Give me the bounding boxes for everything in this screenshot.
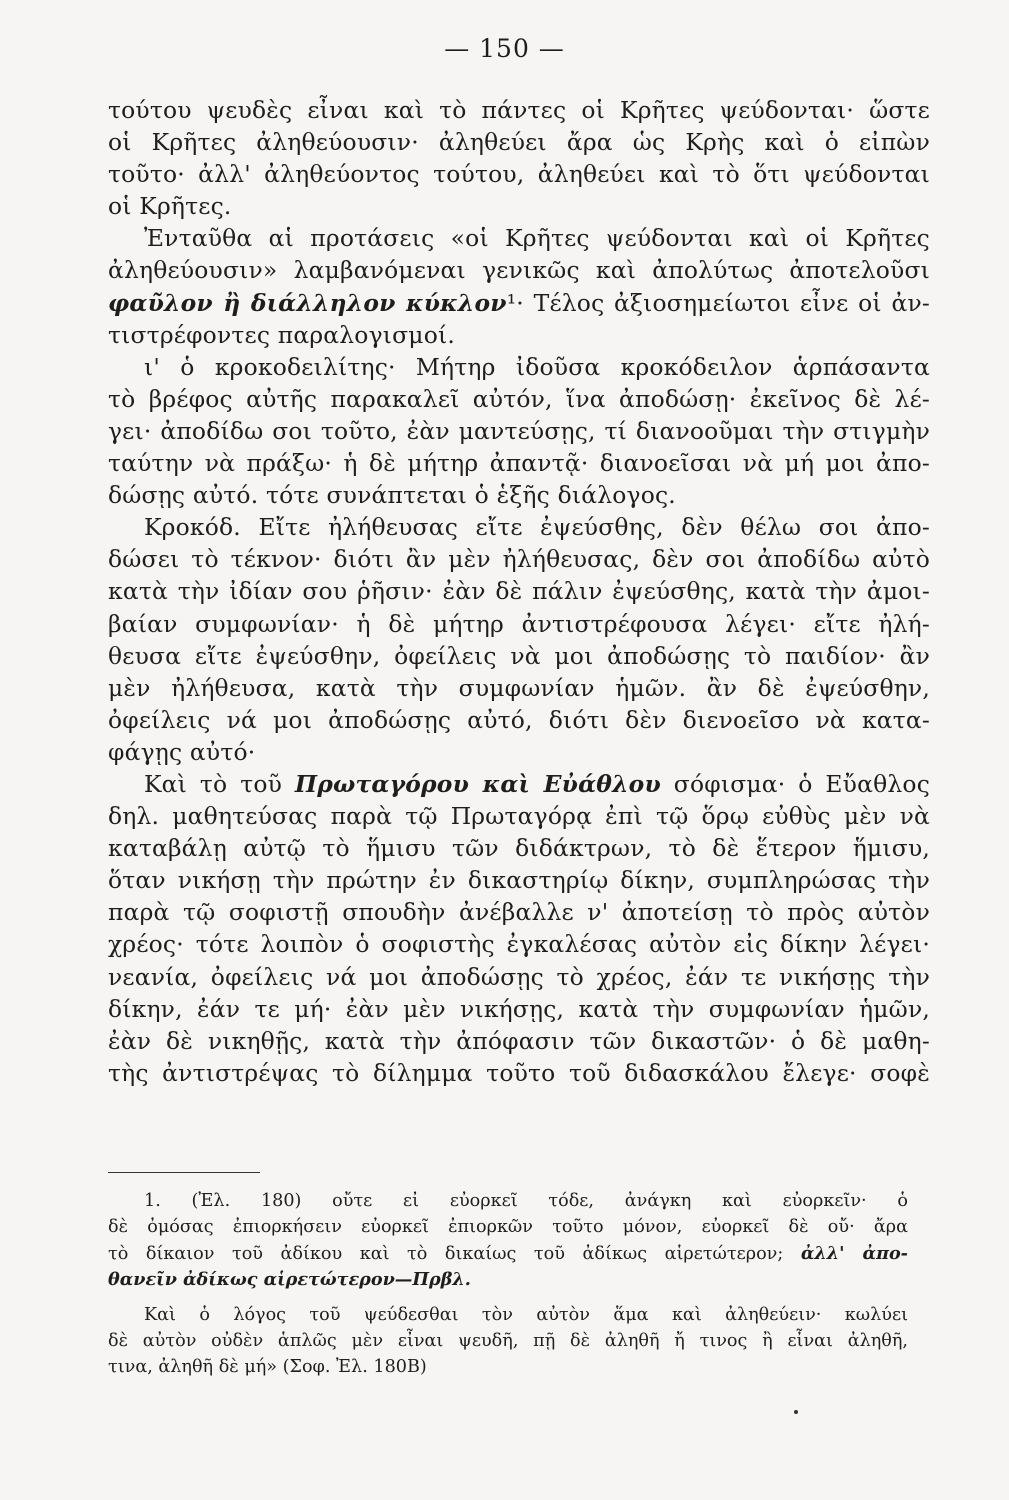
text-line xyxy=(108,928,930,960)
text-line xyxy=(108,415,930,447)
text-line xyxy=(108,640,930,672)
text-run: τιστρέφοντες παραλογισμοί. xyxy=(108,320,455,349)
text-run: Καὶ τὸ τοῦ xyxy=(144,769,295,798)
text-line xyxy=(108,768,930,800)
ink-speck xyxy=(794,1410,798,1414)
text-run: ι' ὁ κροκοδειλίτης· Μήτηρ ἰδοῦσα κροκόδειλον ἁρπάσαντα xyxy=(144,352,930,381)
text-run: δὲ αὐτὸν οὐδὲν ἁπλῶς μὲν εἶναι ψευδῆ, πῇ δὲ ἀληθῆ ἤ τινος ἢ εἶναι ἀληθῆ, xyxy=(108,1330,908,1351)
text-run: ἀληθεύουσιν» λαμβανόμεναι γενικῶς καὶ ἀπολύτως ἀποτελοῦσι xyxy=(108,256,930,285)
footnote-line xyxy=(108,1267,908,1293)
text-run: σόφισμα· ὁ Εὔαθλος xyxy=(660,769,930,798)
text-run: τὸ βρέφος αὐτῆς παρακαλεῖ αὐτόν, ἵνα ἀποδώσῃ· ἐκεῖνος δὲ λέ- xyxy=(108,384,930,413)
text-run: κατὰ τὴν ἰδίαν σου ῥῆσιν· ἐὰν δὲ πάλιν ἐψεύσθης, κατὰ τὴν ἀμοι- xyxy=(108,577,930,606)
text-run: ὅταν νικήσῃ τὴν πρώτην ἐν δικαστηρίῳ δίκην, συμπληρώσας τὴν xyxy=(108,866,930,895)
text-run: ταύτην νὰ πράξω· ἡ δὲ μήτηρ ἀπαντᾷ· διανοεῖσαι νὰ μή μοι ἀπο- xyxy=(108,449,930,478)
text-run: τινα, ἀληθῆ δὲ μή» (Σοφ. Ἐλ. 180Β) xyxy=(108,1357,427,1378)
text-line xyxy=(108,704,930,736)
emphasis-text: θανεῖν ἀδίκως αἱρετώτερον—Πρβλ. xyxy=(108,1269,471,1291)
text-run: Καὶ ὁ λόγος τοῦ ψεύδεσθαι τὸν αὐτὸν ἅμα καὶ ἀληθεύειν· κωλύει xyxy=(144,1304,908,1325)
text-run: τὸ δίκαιον τοῦ ἀδίκου καὶ τὸ δικαίως τοῦ ἀδίκως αἱρετώτερον; xyxy=(108,1243,801,1264)
text-run: μὲν ἠλήθευσα, κατὰ τὴν συμφωνίαν ἡμῶν. ἂν δὲ ἐψεύσθην, xyxy=(108,673,930,702)
text-line xyxy=(108,222,930,254)
text-run: ¹· Τέλος ἀξιοσημείωτοι εἶνε οἱ ἀν- xyxy=(506,288,931,317)
text-line xyxy=(108,736,930,768)
text-run: δίκην, ἐάν τε μή· ἐὰν μὲν νικήσῃς, κατὰ τὴν συμφωνίαν ἡμῶν, xyxy=(108,994,930,1023)
footnote-line xyxy=(108,1354,908,1380)
text-run: χρέος· τότε λοιπὸν ὁ σοφιστὴς ἐγκαλέσας αὐτὸν εἰς δίκην λέγει· xyxy=(108,930,930,959)
footnotes xyxy=(108,1188,908,1381)
text-run: τούτου ψευδὲς εἶναι καὶ τὸ πάντες οἱ Κρῆτες ψεύδονται· ὥστε xyxy=(108,96,930,124)
text-line xyxy=(108,672,930,704)
text-run: 1. (Ἐλ. 180) οὔτε εἰ εὐορκεῖ τόδε, ἀνάγκη καὶ εὐορκεῖν· ὁ xyxy=(144,1191,908,1211)
text-line xyxy=(108,511,930,543)
text-line xyxy=(108,1025,930,1057)
footnote-line xyxy=(108,1214,908,1240)
emphasis-text: ἀλλ' ἀπο- xyxy=(800,1242,908,1264)
emphasis-text: Πρωταγόρου καὶ Εὐάθλου xyxy=(294,769,661,798)
footnote-line xyxy=(108,1328,908,1354)
text-line xyxy=(108,351,930,383)
text-run: γει· ἀποδίδω σοι τοῦτο, ἐὰν μαντεύσῃς, τί διανοοῦμαι τὴν στιγμὴν xyxy=(108,416,930,445)
text-line xyxy=(108,608,930,640)
text-line xyxy=(108,319,930,351)
page-number: — 150 — xyxy=(444,34,565,63)
text-run: Κροκόδ. Εἴτε ἠλήθευσας εἴτε ἐψεύσθης, δὲν θέλω σοι ἀπο- xyxy=(144,513,930,542)
text-run: ἐὰν δὲ νικηθῇς, κατὰ τὴν ἀπόφασιν τῶν δικαστῶν· ὁ δὲ μαθη- xyxy=(108,1026,930,1055)
text-line xyxy=(108,126,930,158)
text-line xyxy=(108,254,930,286)
text-run: νεανία, ὀφείλεις νά μοι ἀποδώσῃς τὸ χρέος, ἐάν τε νικήσῃς τὴν xyxy=(108,962,930,991)
text-line xyxy=(108,543,930,575)
text-run: καταβάλῃ αὐτῷ τὸ ἥμισυ τῶν διδάκτρων, τὸ δὲ ἕτερον ἥμισυ, xyxy=(108,834,930,863)
text-line xyxy=(108,993,930,1025)
text-line xyxy=(108,832,930,864)
text-run: φάγῃς αὐτό· xyxy=(108,737,256,766)
text-run: βαίαν συμφωνίαν· ἡ δὲ μήτηρ ἀντιστρέφουσα λέγει· εἴτε ἠλή- xyxy=(108,609,930,638)
emphasis-text: φαῦλον ἢ διάλληλον κύκλον xyxy=(108,288,507,317)
text-run: δηλ. μαθητεύσας παρὰ τῷ Πρωταγόρᾳ ἐπὶ τῷ ὅρῳ εὐθὺς μὲν νὰ xyxy=(108,802,930,831)
text-line xyxy=(108,864,930,896)
text-line xyxy=(108,158,930,190)
text-run: δώσει τὸ τέκνον· διότι ἂν μὲν ἠλήθευσας, δὲν σοι ἀποδίδω αὐτὸ xyxy=(108,545,930,574)
text-line xyxy=(108,190,930,222)
main-text xyxy=(108,94,930,1089)
text-run: τοῦτο· ἀλλ' ἀληθεύοντος τούτου, ἀληθεύει καὶ τὸ ὅτι ψεύδονται xyxy=(108,160,930,189)
text-run: θευσα εἴτε ἐψεύσθην, ὀφείλεις νὰ μοι ἀποδώσῃς τὸ παιδίον· ἂν xyxy=(108,641,930,670)
text-line xyxy=(108,896,930,928)
text-run: οἱ Κρῆτες. xyxy=(108,192,232,221)
text-line xyxy=(108,479,930,511)
footnote-line xyxy=(108,1302,908,1328)
text-line xyxy=(108,287,930,319)
text-run: τὴς ἀντιστρέψας τὸ δίλημμα τοῦτο τοῦ διδασκάλου ἔλεγε· σοφὲ xyxy=(108,1058,930,1087)
text-run: ὀφείλεις νά μοι ἀποδώσῃς αὐτό, διότι δὲν διενοεῖσο νὰ κατα- xyxy=(108,705,930,734)
text-line xyxy=(108,575,930,607)
text-run: παρὰ τῷ σοφιστῇ σπουδὴν ἀνέβαλλε ν' ἀποτείσῃ τὸ πρὸς αὐτὸν xyxy=(108,898,930,927)
text-line xyxy=(108,800,930,832)
text-line xyxy=(108,94,930,126)
footnote-line xyxy=(108,1188,908,1214)
paragraph-gap xyxy=(108,1294,908,1302)
text-run: δώσῃς αὐτό. τότε συνάπτεται ὁ ἑξῆς διάλογος. xyxy=(108,481,676,510)
text-line xyxy=(108,961,930,993)
text-line xyxy=(108,383,930,415)
text-run: οἱ Κρῆτες ἀληθεύουσιν· ἀληθεύει ἄρα ὡς Κρὴς καὶ ὁ εἰπὼν xyxy=(108,128,930,157)
footnote-divider xyxy=(108,1172,260,1173)
text-run: δὲ ὀμόσας ἐπιορκήσειν εὐορκεῖ ἐπιορκῶν τοῦτο μόνον, εὐορκεῖ δὲ οὔ· ἄρα xyxy=(108,1217,908,1238)
text-line xyxy=(108,447,930,479)
footnote-line xyxy=(108,1241,908,1267)
text-run: Ἐνταῦθα αἱ προτάσεις «οἱ Κρῆτες ψεύδονται καὶ οἱ Κρῆτες xyxy=(144,224,930,253)
text-line xyxy=(108,1057,930,1089)
